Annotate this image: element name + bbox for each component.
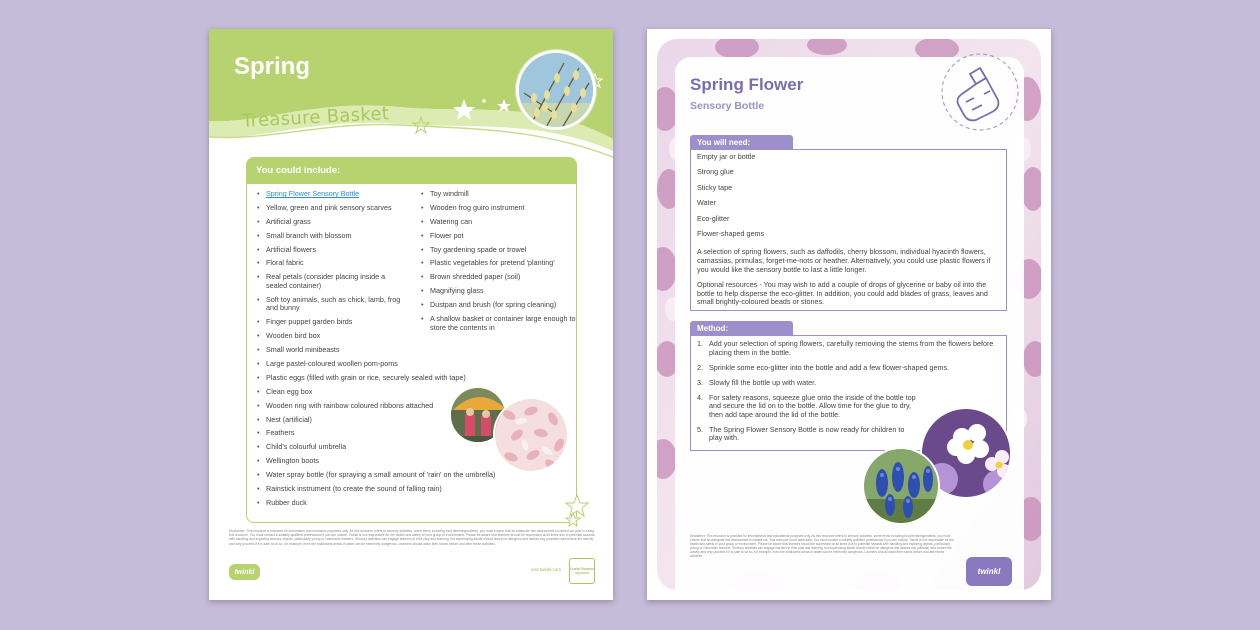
list-item: • Magnifying glass xyxy=(419,287,577,296)
list-item: • Large pastel-coloured woollen pom-poms xyxy=(255,360,485,369)
list-item: • Toy windmill xyxy=(419,190,577,199)
list-item: • Small branch with blossom xyxy=(255,232,423,241)
list-item: • Rubber duck xyxy=(255,499,423,508)
petals-photo xyxy=(493,397,569,473)
include-heading: You could include: xyxy=(247,158,576,184)
list-item: • Small world minibeasts xyxy=(255,346,423,355)
list-item: • Child's colourful umbrella xyxy=(255,443,423,452)
list-item: • Brown shredded paper (soil) xyxy=(419,273,577,282)
list-item: • Flower pot xyxy=(419,232,577,241)
need-box xyxy=(690,149,1007,311)
list-item: Flower-shaped gems xyxy=(697,228,765,238)
list-item: • Rainstick instrument (to create the sound of falling rain) xyxy=(255,485,555,494)
list-item: • Toy gardening spade or trowel xyxy=(419,246,577,255)
list-item: • Floral fabric xyxy=(255,259,423,268)
list-item: Sticky tape xyxy=(697,182,733,192)
list-item: • Feathers xyxy=(255,429,423,438)
include-column-2 xyxy=(419,190,577,338)
optional-resources-paragraph: Optional resources - You may wish to add a couple of drops of glycerine or baby oil into the bottle to help disperse the eco-glitter. In addition, you could add blades of grass, leaves and small brightly-coloured beads or stones. xyxy=(697,280,988,307)
need-list xyxy=(691,150,1006,248)
star-decoration xyxy=(565,493,595,527)
need-tab: You will need: xyxy=(690,135,793,149)
grape-hyacinth-photo xyxy=(862,447,940,525)
list-item: • Water spray bottle (for spraying a small amount of 'rain' on the umbrella) xyxy=(255,471,555,480)
twinkl-url[interactable]: visit twinkl.com xyxy=(531,567,562,572)
list-item: • A shallow basket or container large enough to store the contents in xyxy=(419,315,577,332)
list-item: • Artificial grass xyxy=(255,218,423,227)
list-item: • Plastic eggs (filled with grain or rice, securely sealed with tape) xyxy=(255,374,485,383)
method-step: 1. Add your selection of spring flowers, carefully removing the stems from the flowers before placing them in the bottle. xyxy=(697,339,994,357)
method-step: 4. For safety reasons, squeeze glue onto the inside of the bottle top and secure the lid on to the bottle. Allow time for the glue to dry, then add tape around the lid of the bottle. xyxy=(697,392,916,419)
flowers-paragraph: A selection of spring flowers, such as daffodils, cherry blossom, individual hyacinth flowers, camassias, primulas, forget-me-nots or heather. Alternatively, you could use plastic flowers if you would like the sensory bottle to last a little longer. xyxy=(697,247,991,274)
list-item: Water xyxy=(697,198,716,208)
list-item: • Real petals (consider placing inside a sealed container) xyxy=(255,273,405,290)
page-subtitle: Treasure Basket xyxy=(241,103,390,132)
sensory-bottle-page xyxy=(647,29,1051,600)
page-subtitle: Sensory Bottle xyxy=(690,100,765,112)
page-title: Spring xyxy=(234,53,310,80)
disclaimer-text: Disclaimer: This resource is provided for informational and educational purposes only. As this resource refers to sensory activities, some items including food items/ingredients, you must ensure that an adequate risk assessment is carried out. This resource is not taste-safe. You must contact a suitably qualified professional if you are unsure. Twinkl is not responsible for the health and safety of your group or environment. Please be aware that learners should be supervised at all times due to potential hazards with handling and exploring objects, particularly young or vulnerable learners. Sensory activities can engage learners in their play and learning, but supervising adults should check for allergens and assess any potential risks before the activity and only proceed if it is safe to do so, for example, even the shallowest areas of water can be extremely dangerous. Learners should wash their hands before and after these activities. xyxy=(690,534,954,559)
list-item: • Nest (artificial) xyxy=(255,416,423,425)
list-item: • Clean egg box xyxy=(255,388,423,397)
list-item: • Yellow, green and pink sensory scarves xyxy=(255,204,423,213)
list-item: • Plastic vegetables for pretend 'planting' xyxy=(419,259,577,268)
method-step: 3. Slowly fill the bottle up with water. xyxy=(697,377,817,387)
list-item: • Soft toy animals, such as chick, lamb, frog and bunny xyxy=(255,296,405,313)
method-step: 5. The Spring Flower Sensory Bottle is now ready for children to play with. xyxy=(697,424,905,443)
list-item: • Wellington boots xyxy=(255,457,423,466)
list-item: Empty jar or bottle xyxy=(697,152,756,161)
method-tab: Method: xyxy=(690,321,793,335)
twinkl-logo: twinkl xyxy=(229,564,260,580)
list-item: • Finger puppet garden birds xyxy=(255,318,423,327)
twinkl-logo: twinkl xyxy=(966,557,1012,586)
list-item: Strong glue xyxy=(697,167,734,177)
list-item: • Wooden ring with rainbow coloured ribbons attached xyxy=(255,402,485,411)
list-item: • Artificial flowers xyxy=(255,246,423,255)
list-item: • Dustpan and brush (for spring cleaning) xyxy=(419,301,577,310)
sensory-bottle-icon xyxy=(940,52,1020,132)
list-item: • Wooden bird box xyxy=(255,332,423,341)
list-item: • Watering can xyxy=(419,218,577,227)
sensory-bottle-link[interactable]: • Spring Flower Sensory Bottle xyxy=(255,190,423,199)
method-step: 2. Sprinkle some eco-glitter into the bottle and add a few flower-shaped gems. xyxy=(697,362,950,372)
pussy-willow-photo xyxy=(516,50,596,130)
disclaimer-text: Disclaimer: This resource is intended for information and education purposes only. As this resource refers to sensory activities, some items including food items/ingredients, you must ensure that an adequate risk assessment is carried out prior to using this resource. You must contact a suitably qualified professional if you are unsure. Twinkl is not responsible for the health and safety of your group or environment. Please be aware that learners should be supervised at all times due to potential hazards with handling and exploring sensory objects, particularly young or vulnerable learners. Sensory activities can engage learners in their play and learning, but supervising adults should check for allergens and assess any potential risks before the activity and only proceed if it is safe to do so, for example, even the shallowest areas of water can be extremely dangerous. Learners should wash their hands before and after these activities. xyxy=(229,529,595,546)
treasure-basket-page xyxy=(209,29,613,600)
quality-award-badge: Quality Standard Approved xyxy=(569,558,595,584)
list-item: Eco-glitter xyxy=(697,213,730,223)
list-item: • Wooden frog guiro instrument xyxy=(419,204,577,213)
page-title: Spring Flower xyxy=(690,75,804,94)
